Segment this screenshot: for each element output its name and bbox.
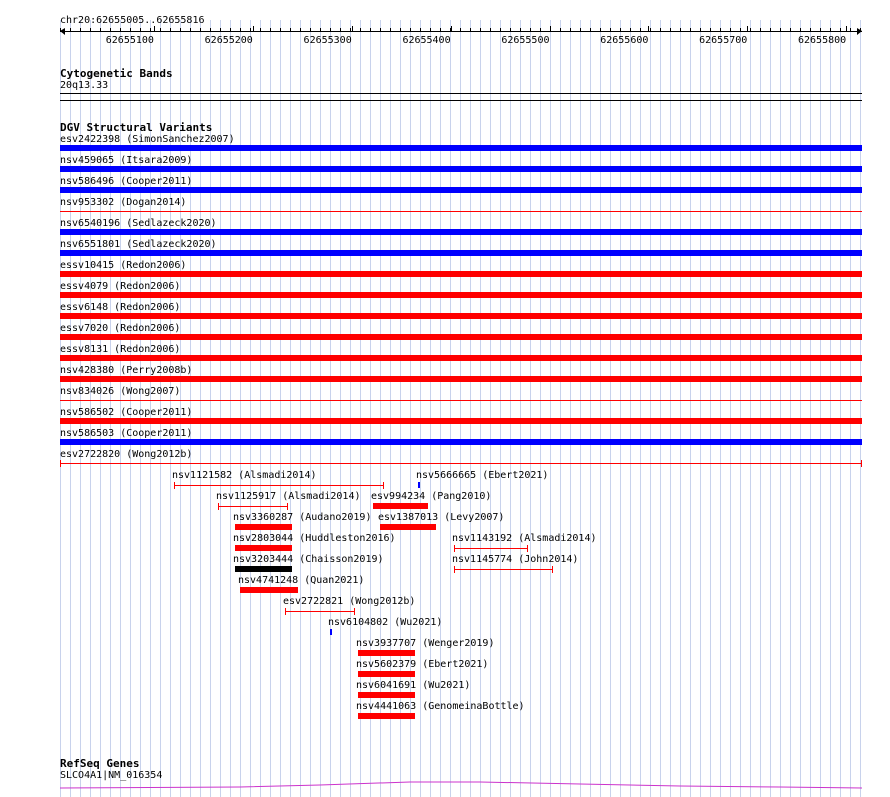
variant-label[interactable]: nsv4741248 (Quan2021) (238, 575, 365, 586)
ruler-minor-tick (590, 28, 591, 31)
cytoband-label[interactable]: 20q13.33 (60, 80, 109, 91)
variant-end-cap (527, 545, 528, 552)
ruler-minor-tick (670, 28, 671, 31)
variant-label[interactable]: nsv3203444 (Chaisson2019) (233, 554, 384, 565)
variant-label[interactable]: essv10415 (Redon2006) (60, 260, 187, 271)
ruler-minor-tick (750, 28, 751, 31)
ruler-tick-label: 62655300 (303, 35, 352, 46)
ruler-tick-label: 62655100 (105, 35, 154, 46)
variant-label[interactable]: esv1387013 (Levy2007) (378, 512, 505, 523)
variant-feature[interactable] (235, 566, 292, 572)
variant-feature[interactable] (60, 400, 862, 401)
variant-end-cap (218, 503, 219, 510)
variant-end-cap (861, 460, 862, 467)
variant-feature[interactable] (60, 463, 862, 464)
variant-feature[interactable] (358, 671, 415, 677)
ruler-minor-tick (300, 28, 301, 31)
variant-end-cap (383, 482, 384, 489)
variant-label[interactable]: nsv459065 (Itsara2009) (60, 155, 193, 166)
ruler-minor-tick (320, 28, 321, 31)
ruler-tick (747, 26, 748, 31)
ruler-minor-tick (460, 28, 461, 31)
variant-label[interactable]: essv7020 (Redon2006) (60, 323, 181, 334)
variant-label[interactable]: nsv586502 (Cooper2011) (60, 407, 193, 418)
variant-label[interactable]: nsv1143192 (Alsmadi2014) (452, 533, 597, 544)
variant-feature[interactable] (60, 313, 862, 319)
variant-feature[interactable] (60, 355, 862, 361)
variant-label[interactable]: nsv1121582 (Alsmadi2014) (172, 470, 317, 481)
variant-feature[interactable] (330, 629, 332, 635)
ruler-minor-tick (600, 28, 601, 31)
variant-feature[interactable] (60, 439, 862, 445)
variant-feature[interactable] (60, 271, 862, 277)
ruler-minor-tick (420, 28, 421, 31)
ruler-minor-tick (240, 28, 241, 31)
ruler-minor-tick (550, 28, 551, 31)
variant-label[interactable]: nsv6104802 (Wu2021) (328, 617, 443, 628)
refseq-gene-feature[interactable] (60, 778, 862, 790)
variant-label[interactable]: nsv428380 (Perry2008b) (60, 365, 193, 376)
cytoband-track-title: Cytogenetic Bands (60, 67, 173, 80)
ruler-minor-tick (840, 28, 841, 31)
ruler-minor-tick (470, 28, 471, 31)
ruler-minor-tick (230, 28, 231, 31)
variant-label[interactable]: nsv5602379 (Ebert2021) (356, 659, 489, 670)
variant-feature[interactable] (358, 692, 415, 698)
ruler-minor-tick (270, 28, 271, 31)
variant-label[interactable]: nsv5666665 (Ebert2021) (416, 470, 549, 481)
variant-label[interactable]: nsv586496 (Cooper2011) (60, 176, 193, 187)
variant-feature[interactable] (60, 250, 862, 256)
ruler-minor-tick (760, 28, 761, 31)
ruler-minor-tick (650, 28, 651, 31)
cytoband-band[interactable] (60, 93, 862, 94)
ruler-minor-tick (430, 28, 431, 31)
ruler-minor-tick (560, 28, 561, 31)
variant-feature[interactable] (174, 485, 384, 486)
ruler-minor-tick (160, 28, 161, 31)
ruler-minor-tick (610, 28, 611, 31)
variant-label[interactable]: essv6148 (Redon2006) (60, 302, 181, 313)
ruler-minor-tick (850, 28, 851, 31)
ruler-minor-tick (180, 28, 181, 31)
variant-label[interactable]: esv2722820 (Wong2012b) (60, 449, 193, 460)
variant-feature[interactable] (60, 292, 862, 298)
ruler-minor-tick (340, 28, 341, 31)
ruler-minor-tick (310, 28, 311, 31)
ruler-tick-label: 62655600 (600, 35, 649, 46)
variant-end-cap (454, 545, 455, 552)
ruler-axis-line (60, 31, 862, 32)
ruler-minor-tick (860, 28, 861, 31)
variant-feature[interactable] (454, 569, 553, 570)
ruler-minor-tick (80, 28, 81, 31)
ruler-minor-tick (730, 28, 731, 31)
variant-end-cap (285, 608, 286, 615)
ruler-tick (352, 26, 353, 31)
ruler-minor-tick (90, 28, 91, 31)
ruler-minor-tick (190, 28, 191, 31)
dgv-track-title: DGV Structural Variants (60, 121, 213, 134)
ruler-tick-label: 62655200 (204, 35, 253, 46)
ruler-minor-tick (630, 28, 631, 31)
ruler-minor-tick (790, 28, 791, 31)
ruler-minor-tick (110, 28, 111, 31)
variant-label[interactable]: nsv1145774 (John2014) (452, 554, 579, 565)
variant-end-cap (354, 608, 355, 615)
ruler-minor-tick (70, 28, 71, 31)
variant-feature[interactable] (60, 334, 862, 340)
ruler-minor-tick (700, 28, 701, 31)
ruler-minor-tick (720, 28, 721, 31)
variant-feature[interactable] (240, 587, 298, 593)
ruler-minor-tick (200, 28, 201, 31)
ruler-minor-tick (260, 28, 261, 31)
variant-label[interactable]: nsv2803044 (Huddleston2016) (233, 533, 396, 544)
ruler-minor-tick (280, 28, 281, 31)
ruler-minor-tick (380, 28, 381, 31)
variant-label[interactable]: nsv834026 (Wong2007) (60, 386, 181, 397)
ruler-minor-tick (290, 28, 291, 31)
variant-label[interactable]: nsv6041691 (Wu2021) (356, 680, 471, 691)
variant-feature[interactable] (60, 418, 862, 424)
ruler-minor-tick (100, 28, 101, 31)
ruler-minor-tick (130, 28, 131, 31)
variant-label[interactable]: nsv3360287 (Audano2019) (233, 512, 372, 523)
ruler-minor-tick (780, 28, 781, 31)
ruler-minor-tick (690, 28, 691, 31)
variant-end-cap (174, 482, 175, 489)
ruler-minor-tick (680, 28, 681, 31)
variant-label[interactable]: nsv3937707 (Wenger2019) (356, 638, 495, 649)
ruler-minor-tick (220, 28, 221, 31)
variant-label[interactable]: esv994234 (Pang2010) (371, 491, 492, 502)
variant-feature[interactable] (358, 650, 415, 656)
variant-feature[interactable] (235, 545, 292, 551)
ruler-minor-tick (580, 28, 581, 31)
ruler-minor-tick (540, 28, 541, 31)
ruler-minor-tick (810, 28, 811, 31)
variant-end-cap (60, 460, 61, 467)
coordinate-ruler[interactable] (60, 24, 862, 46)
ruler-minor-tick (530, 28, 531, 31)
ruler-minor-tick (800, 28, 801, 31)
variant-label[interactable]: nsv4441063 (GenomeinaBottle) (356, 701, 525, 712)
variant-label[interactable]: nsv953302 (Dogan2014) (60, 197, 187, 208)
ruler-minor-tick (570, 28, 571, 31)
variant-label[interactable]: esv2722821 (Wong2012b) (283, 596, 416, 607)
variant-label[interactable]: nsv586503 (Cooper2011) (60, 428, 193, 439)
variant-label[interactable]: essv4079 (Redon2006) (60, 281, 181, 292)
variant-feature[interactable] (358, 713, 415, 719)
variant-feature[interactable] (60, 211, 862, 212)
ruler-tick (253, 26, 254, 31)
ruler-minor-tick (390, 28, 391, 31)
variant-feature[interactable] (235, 524, 292, 530)
ruler-minor-tick (640, 28, 641, 31)
ruler-minor-tick (370, 28, 371, 31)
ruler-minor-tick (170, 28, 171, 31)
variant-feature[interactable] (60, 166, 862, 172)
ruler-minor-tick (140, 28, 141, 31)
variant-feature[interactable] (454, 548, 528, 549)
ruler-minor-tick (400, 28, 401, 31)
variant-label[interactable]: essv8131 (Redon2006) (60, 344, 181, 355)
variant-label[interactable]: esv2422398 (SimonSanchez2007) (60, 134, 235, 145)
variant-feature[interactable] (285, 611, 355, 612)
ruler-minor-tick (710, 28, 711, 31)
ruler-minor-tick (520, 28, 521, 31)
variant-feature[interactable] (218, 506, 288, 507)
ruler-tick (846, 26, 847, 31)
ruler-minor-tick (150, 28, 151, 31)
ruler-minor-tick (500, 28, 501, 31)
ruler-minor-tick (120, 28, 121, 31)
ruler-minor-tick (60, 28, 61, 31)
ruler-minor-tick (770, 28, 771, 31)
variant-feature[interactable] (60, 145, 862, 151)
ruler-minor-tick (830, 28, 831, 31)
ruler-tick (154, 26, 155, 31)
ruler-tick-label: 62655700 (699, 35, 748, 46)
ruler-minor-tick (740, 28, 741, 31)
ruler-minor-tick (210, 28, 211, 31)
ruler-minor-tick (440, 28, 441, 31)
ruler-minor-tick (490, 28, 491, 31)
ruler-tick-label: 62655500 (501, 35, 550, 46)
ruler-minor-tick (450, 28, 451, 31)
ruler-minor-tick (480, 28, 481, 31)
variant-label[interactable]: nsv6551801 (Sedlazeck2020) (60, 239, 217, 250)
variant-end-cap (454, 566, 455, 573)
refseq-gene-label[interactable]: SLCO4A1|NM_016354 (60, 770, 163, 781)
ruler-minor-tick (250, 28, 251, 31)
variant-label[interactable]: nsv6540196 (Sedlazeck2020) (60, 218, 217, 229)
variant-end-cap (287, 503, 288, 510)
ruler-tick-label: 62655400 (402, 35, 451, 46)
variant-label[interactable]: nsv1125917 (Alsmadi2014) (216, 491, 361, 502)
refseq-track-title: RefSeq Genes (60, 757, 140, 770)
ruler-minor-tick (660, 28, 661, 31)
variant-feature[interactable] (418, 482, 420, 488)
ruler-minor-tick (360, 28, 361, 31)
variant-feature[interactable] (60, 376, 862, 382)
variant-feature[interactable] (380, 524, 436, 530)
ruler-minor-tick (510, 28, 511, 31)
track-divider (60, 100, 862, 101)
ruler-minor-tick (620, 28, 621, 31)
ruler-minor-tick (350, 28, 351, 31)
variant-feature[interactable] (373, 503, 428, 509)
variant-feature[interactable] (60, 187, 862, 193)
ruler-minor-tick (410, 28, 411, 31)
variant-feature[interactable] (60, 229, 862, 235)
ruler-tick-label: 62655800 (798, 35, 847, 46)
variant-end-cap (552, 566, 553, 573)
locus-label: chr20:62655005..62655816 (60, 15, 205, 26)
ruler-minor-tick (330, 28, 331, 31)
ruler-minor-tick (820, 28, 821, 31)
